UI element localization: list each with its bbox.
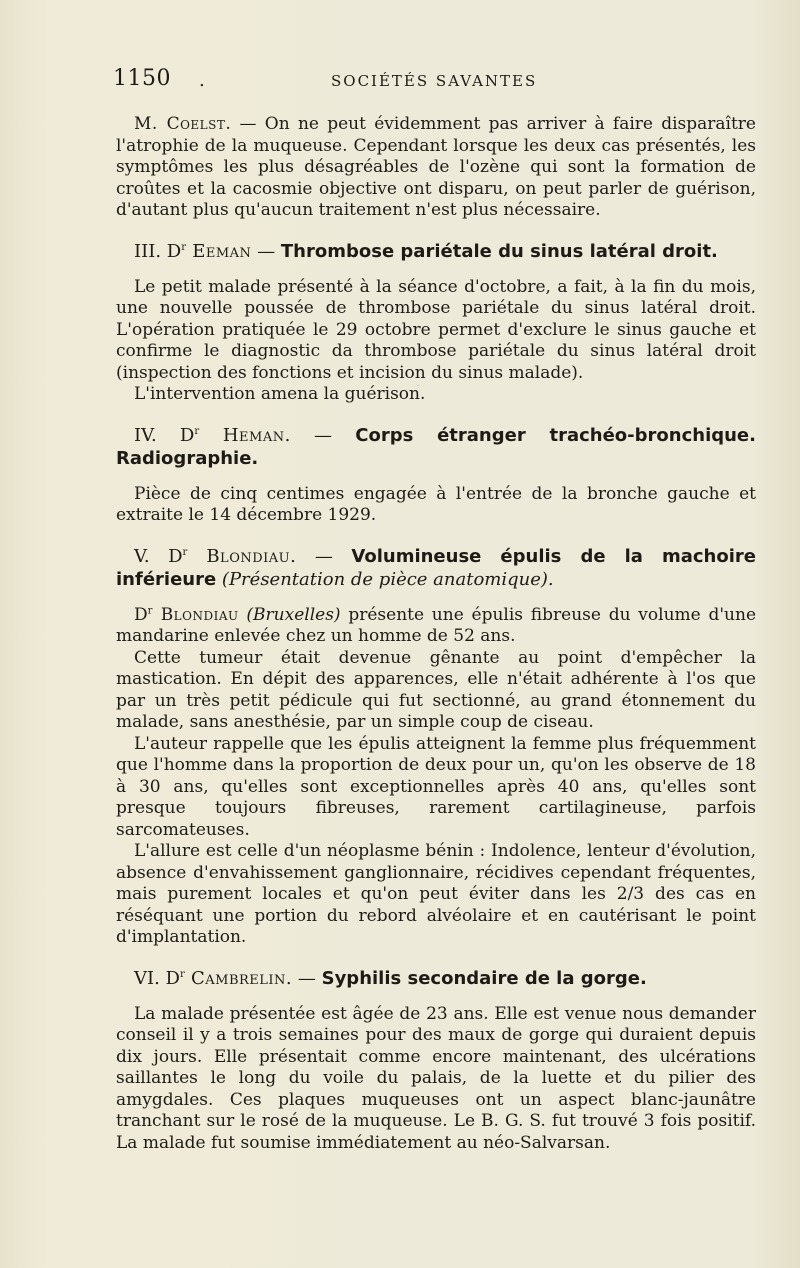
section-4-paragraph-1: Pièce de cinq centimes engagée à l'entrée de la bronche gauche et extraite le 14 décembre 1929. [116, 483, 756, 525]
section-5-paragraph-2: Cette tumeur était devenue gênante au point d'empêcher la mastication. En dépit des apparences, elle n'était adhérente à l'os que par un très petit pédicule qui fut sectionné, au grand étonnement du malade, sans anesthésie, par un simple coup de ciseau. [116, 647, 756, 732]
section-6-heading: VI. $D^r$ Cambrelin. — Syphilis secondaire de la gorge. [134, 967, 647, 989]
header-separator: . [199, 70, 205, 91]
section-6-paragraph-1: La malade présentée est âgée de 23 ans. Elle est venue nous demander conseil il y a trois semaines pour des maux de gorge qui duraient depuis dix jours. Elle présentait comme encore maintenant, des ulcérations saillantes le long du voile du palais, de la luette et du pilier des amygdales. Ces plaques muqueuses ont un aspect blanc-jaunâtre tranchant sur le rosé de la muqueuse. Le B. G. S. fut trouvé 3 fois positif. La malade fut soumise immédiatement au néo-Salvarsan. [116, 1003, 756, 1153]
running-title: SOCIÉTÉS SAVANTES [331, 72, 538, 90]
section-4-heading: IV. $D^r$ Heman. — Corps étranger trachéo-bronchique. Radiographie. [116, 424, 756, 469]
section-5-heading: V. $D^r$ Blondiau. — Volumineuse épulis de la machoire inférieure (Présentation de pièce anatomique). [116, 545, 756, 590]
section-4-title: Corps étranger trachéo-bronchique. Radiographie. [116, 424, 756, 469]
section-3-heading: III. $D^r$ Eeman — Thrombose pariétale du sinus latéral droit. [134, 240, 718, 262]
section-3-paragraph-1: Le petit malade présenté à la séance d'octobre, a fait, à la fin du mois, une nouvelle poussée de thrombose pariétale du sinus latéral droit. L'opération pratiquée le 29 octobre permet d'exclure le sinus gauche et confirme le diagnostic da thrombose pariétale du sinus latéral droit (inspection des fonctions et incision du sinus malade). [116, 276, 756, 383]
section-5-paragraph-1: $D^r$ Blondiau (Bruxelles) présente une épulis fibreuse du volume d'une mandarine enlevée chez un homme de 52 ans. [116, 604, 756, 646]
section-5-subtitle: (Présentation de pièce anatomique). [221, 568, 554, 590]
coelst-paragraph [116, 114, 756, 222]
section-3-paragraph-2: L'intervention amena la guérison. [134, 384, 426, 404]
section-5-paragraph-3: L'auteur rappelle que les épulis atteignent la femme plus fréquemment que l'homme dans la proportion de deux pour un, qu'on les observe de 18 à 30 ans, qu'elles sont exceptionnelles après 40 ans, qu'elles sont presque toujours fibreuses, rarement cartilagineuse, parfois sarcomateuses. [116, 733, 756, 840]
section-6-title: Syphilis secondaire de la gorge. [321, 967, 647, 989]
section-5-title: Volumineuse épulis de la machoire inférieure [116, 545, 756, 590]
section-6-author: Cambrelin. [184, 967, 293, 989]
section-5-author: Blondiau. [187, 545, 297, 567]
section-3-author: Eeman [186, 240, 252, 262]
section-5-paragraph-4: L'allure est celle d'un néoplasme bénin : Indolence, lenteur d'évolution, absence d'envahissement ganglionnaire, récidives cependant fréquentes, mais purement locales et qu'on peut éviter dans les 2/3 des cas en réséquant une portion du rebord alvéolaire et en cautérisant le point d'implantation. [116, 841, 756, 947]
page-header [113, 66, 753, 96]
section-3-title: Thrombose pariétale du sinus latéral droit. [280, 240, 718, 262]
page-body [116, 114, 756, 1154]
page-number: 1150 [113, 66, 171, 91]
coelst-text: — On ne peut évidemment pas arriver à faire disparaître l'atrophie de la muqueuse. Cependant lorsque les deux cas présentés, les symptômes les plus désagréables de l'ozène qui sont la formation de croûtes et la cacosmie objective ont disparu, on peut parler de guérison, d'autant plus qu'aucun traitement n'est plus nécessaire. [116, 114, 756, 220]
section-4-author: Heman. [199, 424, 291, 446]
coelst-author: M. Coelst. [134, 114, 232, 134]
section-5-city: (Bruxelles) [238, 604, 341, 625]
